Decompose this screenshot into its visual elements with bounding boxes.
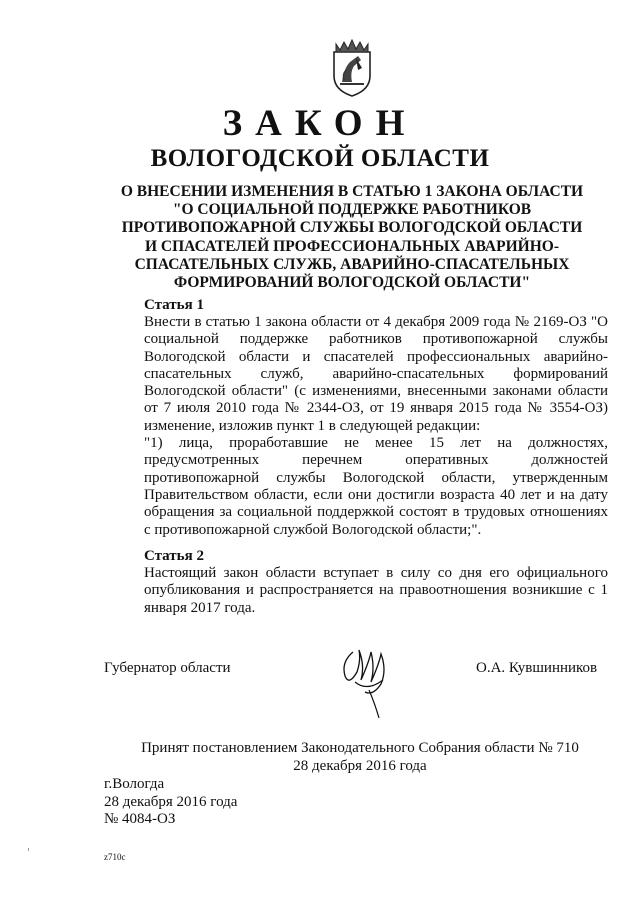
heading-line: О ВНЕСЕНИИ ИЗМЕНЕНИЯ В СТАТЬЮ 1 ЗАКОНА ОБЛАСТИ (120, 183, 584, 200)
article2-title: Статья 2 (144, 548, 204, 564)
article2-body: Настоящий закон области вступает в силу со дня его официального опубликования и распространяется на правоотношения возникшие с 1 января 2017 года. (144, 565, 608, 616)
law-title: ЗАКОН (222, 103, 418, 144)
adoption-note (120, 740, 600, 775)
heading-line: ПРОТИВОПОЖАРНОЙ СЛУЖБЫ ВОЛОГОДСКОЙ ОБЛАСТИ (121, 219, 583, 237)
article2-text (104, 565, 608, 617)
handwritten-signature (335, 632, 395, 720)
law-number: № 4084-ОЗ (104, 811, 176, 827)
article1-body: Внести в статью 1 закона области от 4 декабря 2009 года № 2169-ОЗ "О социальной поддержке работников противопожарной службы Вологодской области и спасателей профессиональных аварийно-спасательных служб, аварийно-спасательных формирований Вологодской области" (с изменениями, внесенными законами области от 7 июля 2010 года № 2344-ОЗ, от 19 января 2015 года № 3554-ОЗ) изменение, изложив пункт 1 в следующей редакции: (144, 314, 608, 434)
law-region: ВОЛОГОДСКОЙ ОБЛАСТИ (150, 145, 490, 172)
adoption-line: Принят постановлением Законодательного Собрания области № 710 (141, 740, 579, 756)
law-heading (80, 183, 624, 292)
governor-title: Губернатор области (104, 660, 231, 676)
heading-line: ФОРМИРОВАНИЙ ВОЛОГОДСКОЙ ОБЛАСТИ" (173, 274, 531, 292)
margin-mark (28, 848, 29, 851)
article1-title: Статья 1 (144, 297, 204, 313)
city: г.Вологда (104, 776, 165, 792)
document-code: z710c (104, 852, 126, 862)
place-date-block (104, 776, 237, 829)
signing-date: 28 декабря 2016 года (104, 793, 238, 810)
heading-line: СПАСАТЕЛЬНЫХ СЛУЖБ, АВАРИЙНО-СПАСАТЕЛЬНЫХ (134, 255, 570, 273)
article1-text (104, 314, 608, 539)
heading-line: И СПАСАТЕЛЕЙ ПРОФЕССИОНАЛЬНЫХ АВАРИЙНО- (145, 237, 559, 255)
article1-quote: "1) лица, проработавшие не менее 15 лет на должностях, предусмотренных перечнем оперативных должностей противопожарной службы Вологодской области, утвержденным Правительством области, если они достигли возраста 40 лет и на дату обращения за социальной поддержкой состоят в трудовых отношениях с противопожарной службой Вологодской области;". (144, 435, 608, 538)
coat-of-arms-icon (328, 38, 376, 98)
heading-line: "О СОЦИАЛЬНОЙ ПОДДЕРЖКЕ РАБОТНИКОВ (172, 201, 532, 219)
adoption-date: 28 декабря 2016 года (293, 757, 427, 774)
governor-name: О.А. Кувшинников (476, 660, 598, 676)
